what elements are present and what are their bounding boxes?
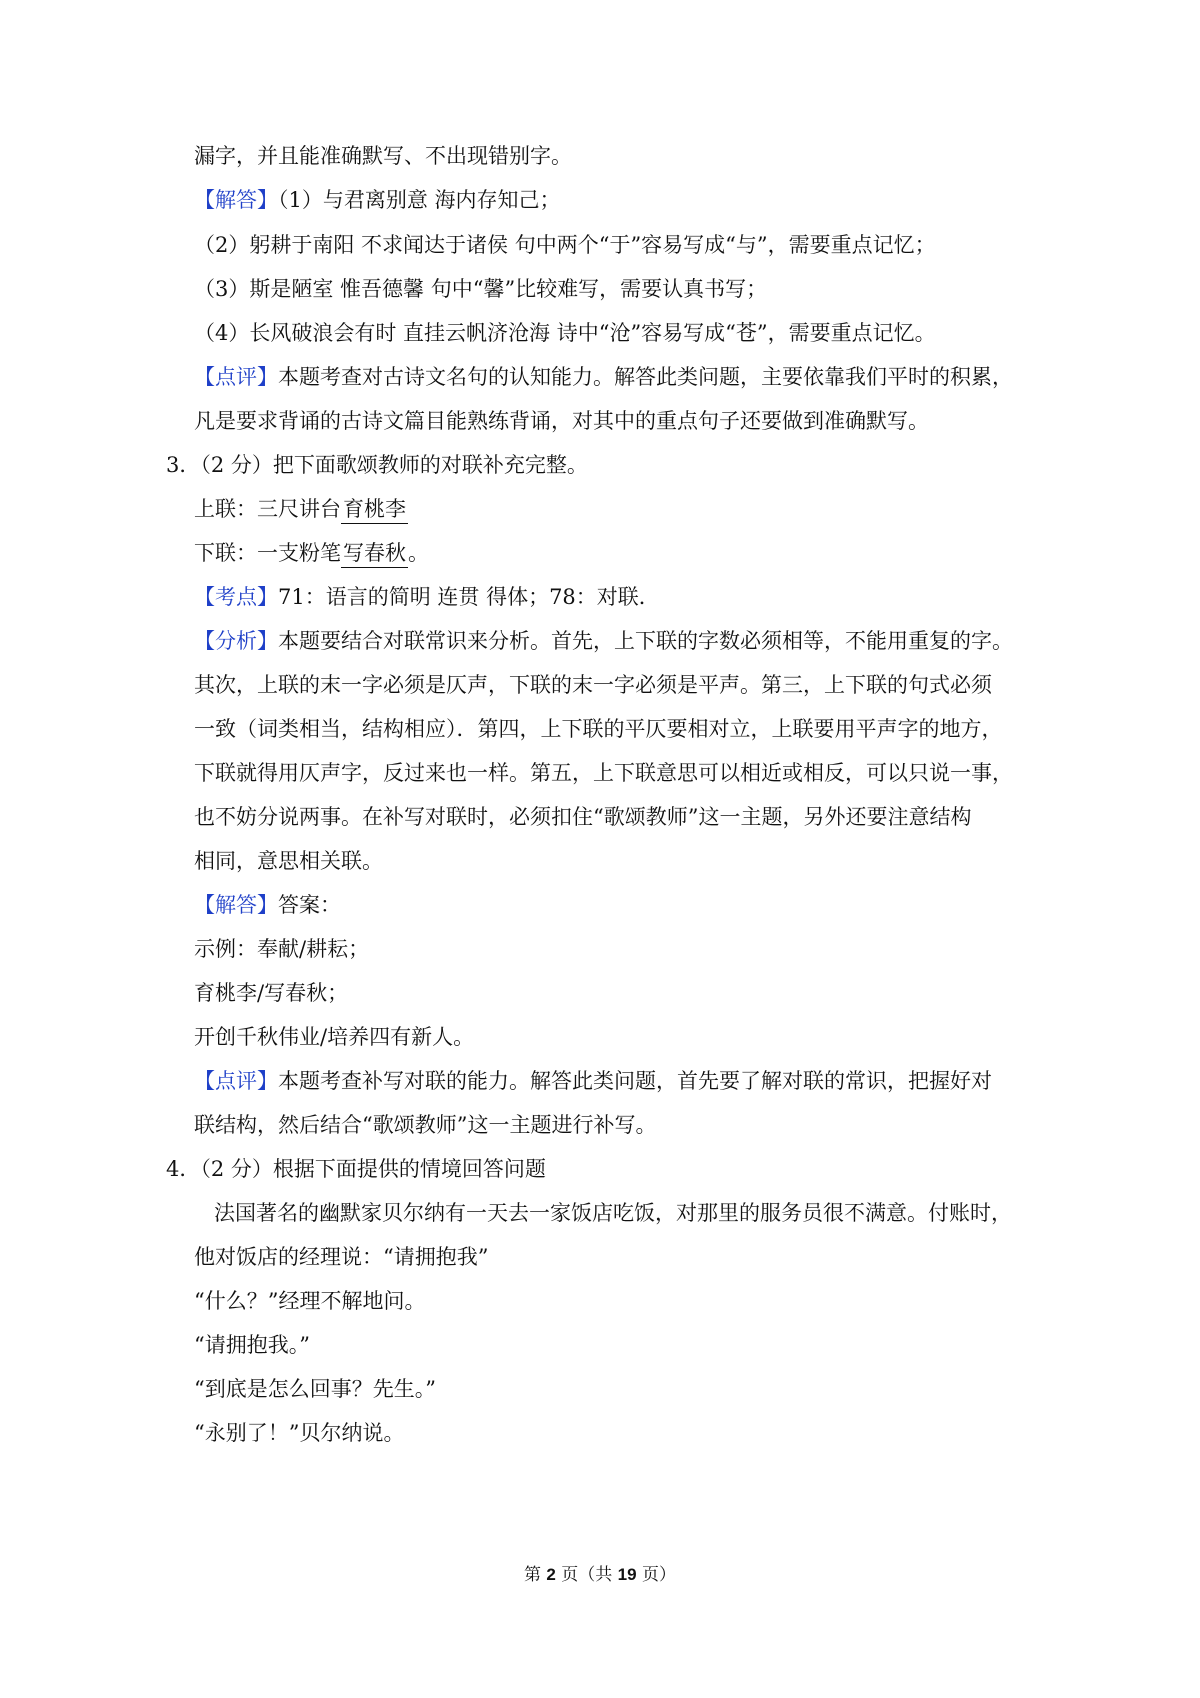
footer-middle: 页（共 (555, 1565, 618, 1585)
analysis-line (194, 627, 1013, 655)
page-number: 2 (546, 1565, 556, 1584)
couplet-upper-prefix: 上联：三尺讲台 (194, 497, 341, 521)
question-header: 3．（2 分）把下面歌颂教师的对联补充完整。 (166, 453, 588, 477)
answer-tag: 【解答】 (194, 188, 278, 212)
passage-line: “永别了！”贝尔纳说。 (194, 1421, 405, 1445)
kaodian-text: 71：语言的简明 连贯 得体；78：对联． (278, 585, 660, 609)
analysis-line: 下联就得用仄声字，反过来也一样。第五，上下联意思可以相近或相反，可以只说一事， (194, 761, 1013, 785)
passage-line: 他对饭店的经理说：“请拥抱我” (194, 1245, 489, 1269)
couplet-lower (194, 539, 429, 568)
answer-line (194, 186, 561, 214)
answer-line: （4）长风破浪会有时 直挂云帆济沧海 诗中“沧”容易写成“苍”，需要重点记忆。 (194, 321, 936, 345)
analysis-line: 一致（词类相当，结构相应）．第四，上下联的平仄要相对立，上联要用平声字的地方， (194, 717, 1003, 741)
kaodian-tag: 【考点】 (194, 585, 278, 609)
couplet-lower-blank: 写春秋 (341, 539, 408, 568)
comment-tag: 【点评】 (194, 365, 278, 389)
answer-line: （3）斯是陋室 惟吾德馨 句中“馨”比较难写，需要认真书写； (194, 277, 768, 301)
example-line: 示例：奉献/耕耘； (194, 937, 370, 961)
couplet-upper-blank: 育桃李 (341, 495, 408, 524)
analysis-line: 相同，意思相关联。 (194, 849, 383, 873)
question-header: 4．（2 分）根据下面提供的情境回答问题 (166, 1157, 546, 1181)
kaodian-line (194, 583, 660, 611)
example-line: 育桃李/写春秋； (194, 981, 349, 1005)
paragraph-line: 漏字，并且能准确默写、不出现错别字。 (194, 144, 572, 168)
comment-line (194, 1067, 992, 1095)
analysis-line: 也不妨分说两事。在补写对联时，必须扣住“歌颂教师”这一主题，另外还要注意结构 (194, 805, 972, 829)
page-total: 19 (617, 1565, 637, 1584)
couplet-lower-prefix: 下联：一支粉笔 (194, 541, 341, 565)
analysis-text: 本题要结合对联常识来分析。首先，上下联的字数必须相等，不能用重复的字。 (278, 629, 1013, 653)
passage-line: “请拥抱我。” (194, 1333, 310, 1357)
passage-line: 法国著名的幽默家贝尔纳有一天去一家饭店吃饭，对那里的服务员很不满意。付账时， (214, 1201, 1012, 1225)
analysis-line: 其次，上联的末一字必须是仄声，下联的末一字必须是平声。第三，上下联的句式必须 (194, 673, 992, 697)
couplet-lower-suffix: 。 (408, 541, 429, 565)
example-line: 开创千秋伟业/培养四有新人。 (194, 1025, 475, 1049)
answer-line (194, 891, 341, 919)
comment-text: 本题考查补写对联的能力。解答此类问题，首先要了解对联的常识，把握好对 (278, 1069, 992, 1093)
passage-line: “什么？”经理不解地问。 (194, 1289, 426, 1313)
comment-line (194, 363, 1013, 391)
comment-line: 凡是要求背诵的古诗文篇目能熟练背诵，对其中的重点句子还要做到准确默写。 (194, 409, 929, 433)
footer-suffix: 页） (636, 1565, 676, 1585)
comment-line: 联结构，然后结合“歌颂教师”这一主题进行补写。 (194, 1113, 657, 1137)
answer-tag: 【解答】 (194, 893, 278, 917)
passage-line: “到底是怎么回事？先生。” (194, 1377, 436, 1401)
answer-text: 答案： (278, 893, 341, 917)
page-footer (0, 1564, 1200, 1586)
comment-tag: 【点评】 (194, 1069, 278, 1093)
footer-prefix: 第 (523, 1565, 547, 1585)
answer-line: （2）躬耕于南阳 不求闻达于诸侯 句中两个“于”容易写成“与”，需要重点记忆； (194, 233, 936, 257)
answer-text: （1）与君离别意 海内存知己； (278, 188, 561, 212)
comment-text: 本题考查对古诗文名句的认知能力。解答此类问题，主要依靠我们平时的积累， (278, 365, 1013, 389)
analysis-tag: 【分析】 (194, 629, 278, 653)
couplet-upper (194, 495, 408, 524)
